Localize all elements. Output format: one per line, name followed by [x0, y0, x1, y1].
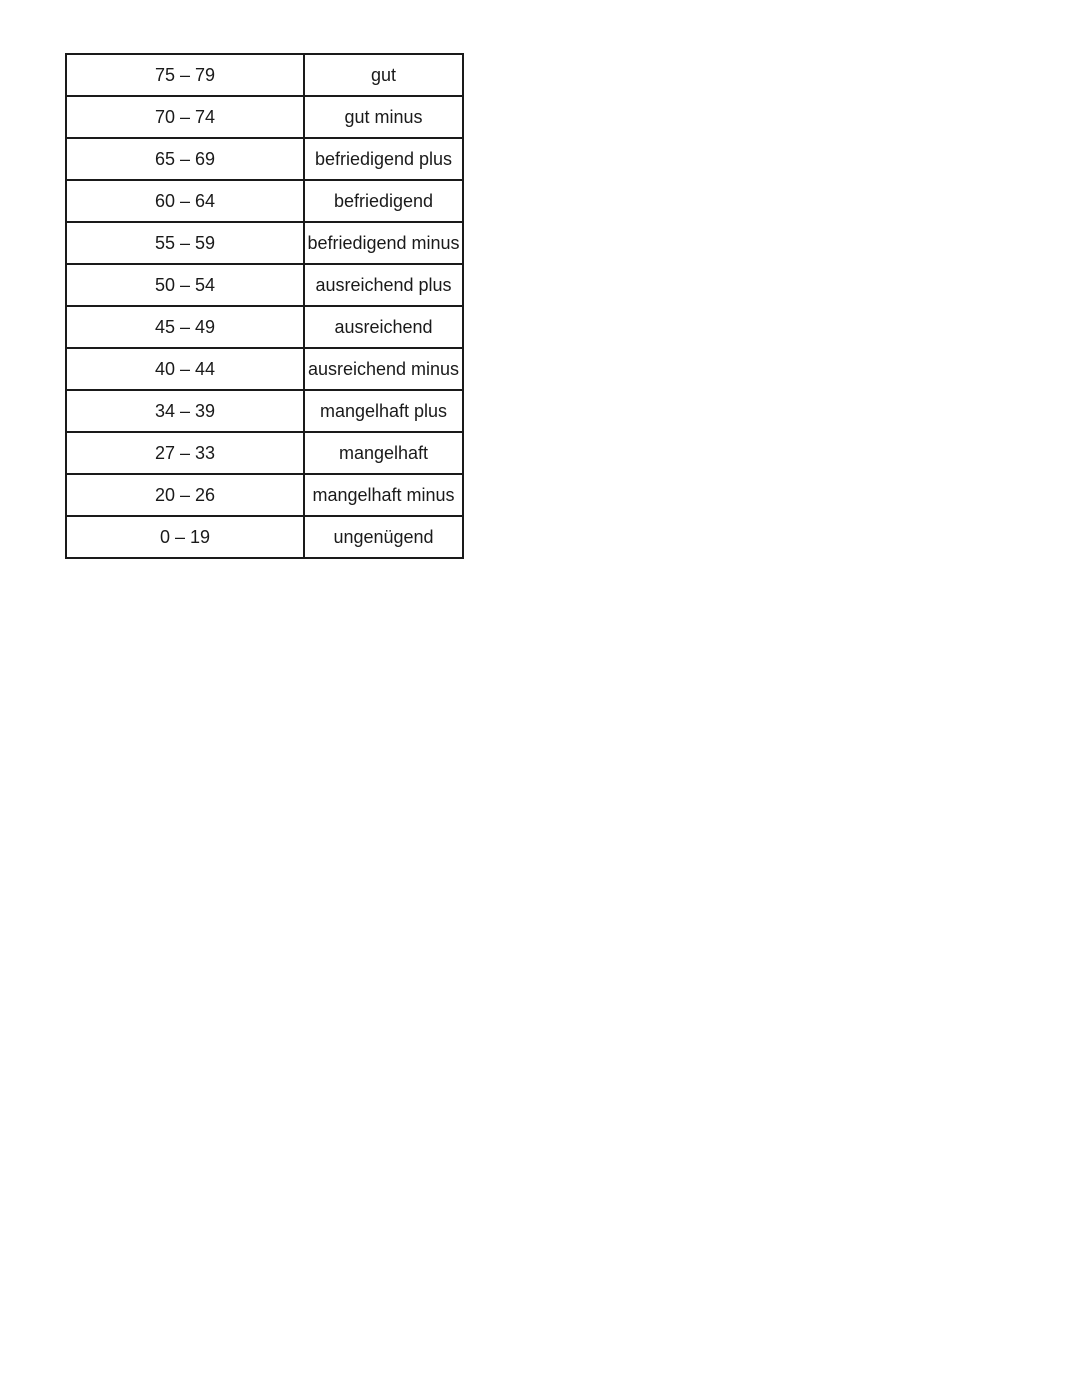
table-row [66, 474, 463, 516]
grade-cell: befriedigend minus [304, 222, 463, 264]
table-row [66, 516, 463, 558]
points-range-cell: 60 – 64 [66, 180, 304, 222]
grade-cell: ausreichend plus [304, 264, 463, 306]
points-range-cell: 0 – 19 [66, 516, 304, 558]
grade-cell: gut [304, 54, 463, 96]
grade-cell: mangelhaft minus [304, 474, 463, 516]
grade-cell: ausreichend [304, 306, 463, 348]
table-row [66, 348, 463, 390]
table-row [66, 306, 463, 348]
table-row [66, 432, 463, 474]
grade-cell: ausreichend minus [304, 348, 463, 390]
table-row [66, 180, 463, 222]
points-range-cell: 75 – 79 [66, 54, 304, 96]
table-row [66, 54, 463, 96]
points-range-cell: 40 – 44 [66, 348, 304, 390]
grade-cell: mangelhaft [304, 432, 463, 474]
points-range-cell: 27 – 33 [66, 432, 304, 474]
points-range-cell: 45 – 49 [66, 306, 304, 348]
grade-cell: befriedigend plus [304, 138, 463, 180]
points-range-cell: 34 – 39 [66, 390, 304, 432]
grade-cell: ungenügend [304, 516, 463, 558]
grade-cell: mangelhaft plus [304, 390, 463, 432]
points-range-cell: 65 – 69 [66, 138, 304, 180]
grade-cell: befriedigend [304, 180, 463, 222]
table-row [66, 138, 463, 180]
points-range-cell: 55 – 59 [66, 222, 304, 264]
table-row [66, 390, 463, 432]
table-row [66, 222, 463, 264]
grade-table [65, 53, 464, 559]
table-row [66, 96, 463, 138]
table-row [66, 264, 463, 306]
points-range-cell: 70 – 74 [66, 96, 304, 138]
grade-cell: gut minus [304, 96, 463, 138]
points-range-cell: 20 – 26 [66, 474, 304, 516]
grade-table-body [66, 54, 463, 558]
points-range-cell: 50 – 54 [66, 264, 304, 306]
